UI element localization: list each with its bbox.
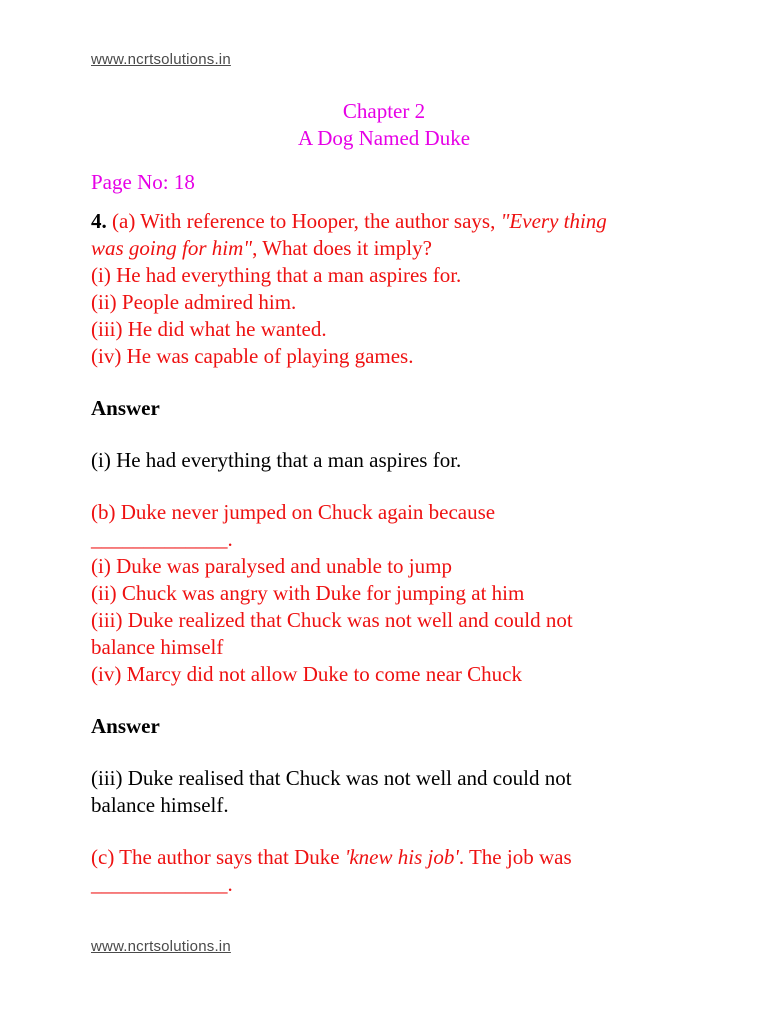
chapter-title: A Dog Named Duke: [297, 126, 471, 150]
question-4a-line-1: [91, 208, 691, 235]
question-4a-option-2: (ii) People admired him.: [91, 290, 297, 314]
question-4b-option-3-cont: balance himself: [91, 635, 224, 659]
footer-site-link[interactable]: www.ncrtsolutions.in: [91, 938, 231, 955]
question-content: [91, 169, 691, 898]
question-4b-stem: (b) Duke never jumped on Chuck again because: [91, 500, 496, 524]
question-4b-blank: _____________.: [91, 527, 233, 551]
question-4a-option-1: (i) He had everything that a man aspires for.: [91, 263, 462, 287]
question-4c-quote: 'knew his job': [344, 845, 459, 869]
question-4b-option-2: (ii) Chuck was angry with Duke for jumping at him: [91, 581, 525, 605]
chapter-number: Chapter 2: [342, 99, 426, 123]
question-4b-option-1: (i) Duke was paralysed and unable to jump: [91, 554, 452, 578]
question-4a-option-3: (iii) He did what he wanted.: [91, 317, 327, 341]
question-number: 4.: [91, 209, 107, 233]
question-4c-stem-2: . The job was: [458, 845, 572, 869]
question-4a-stem-2: , What does it imply?: [252, 236, 432, 260]
answer-a: (i) He had everything that a man aspires for.: [91, 448, 462, 472]
question-4c-blank: _____________.: [91, 872, 233, 896]
chapter-header: [0, 98, 768, 152]
header-site-link[interactable]: www.ncrtsolutions.in: [91, 51, 231, 68]
answer-label-b: Answer: [91, 714, 160, 738]
question-4a-stem-1: (a) With reference to Hooper, the author says,: [112, 209, 501, 233]
question-4b-option-3: (iii) Duke realized that Chuck was not well and could not: [91, 608, 573, 632]
page-number: Page No: 18: [91, 170, 195, 194]
question-4c-line-1: [91, 844, 691, 871]
question-4a-line-2: [91, 235, 691, 262]
answer-b-line-1: (iii) Duke realised that Chuck was not well and could not: [91, 766, 572, 790]
question-4a-option-4: (iv) He was capable of playing games.: [91, 344, 414, 368]
question-4a-quote-1: "Every thing: [500, 209, 607, 233]
question-4a-quote-2: was going for him": [91, 236, 253, 260]
answer-label-a: Answer: [91, 396, 160, 420]
question-4b-option-4: (iv) Marcy did not allow Duke to come near Chuck: [91, 662, 522, 686]
answer-b-line-2: balance himself.: [91, 793, 229, 817]
question-4c-stem-1: (c) The author says that Duke: [91, 845, 345, 869]
